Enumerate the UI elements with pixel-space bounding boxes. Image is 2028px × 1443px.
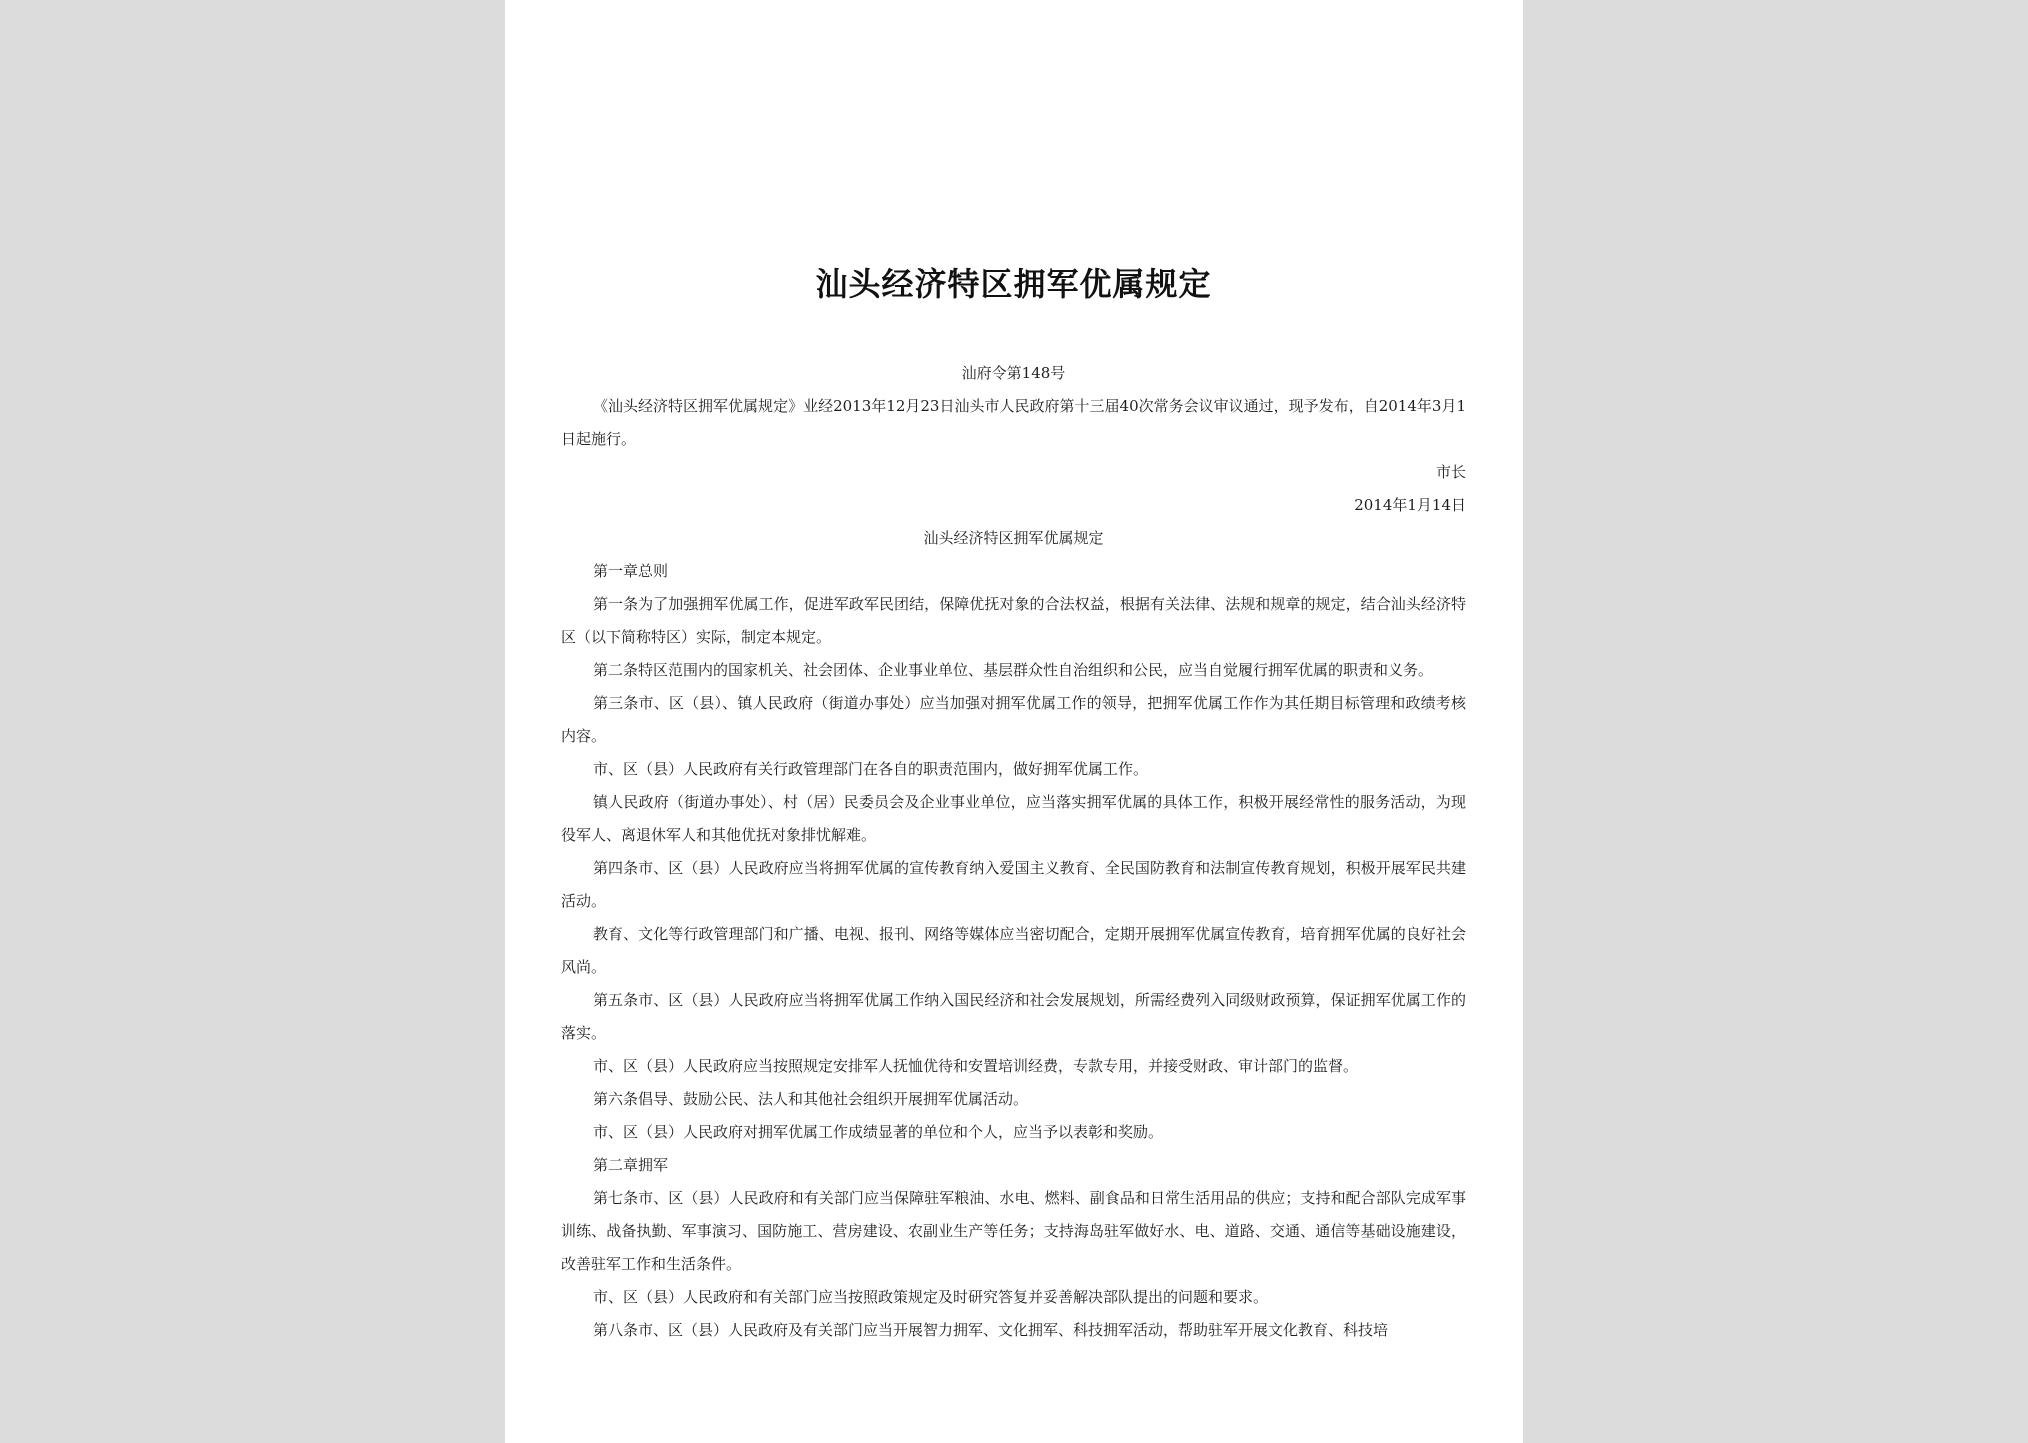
article-paragraph: 第四条市、区（县）人民政府应当将拥军优属的宣传教育纳入爱国主义教育、全民国防教育和法制宣传教育规划，积极开展军民共建活动。 — [561, 859, 1466, 910]
preamble: 《汕头经济特区拥军优属规定》业经2013年12月23日汕头市人民政府第十三届40次常务会议审议通过，现予发布，自2014年3月1日起施行。 — [561, 397, 1466, 448]
article-paragraph: 教育、文化等行政管理部门和广播、电视、报刊、网络等媒体应当密切配合，定期开展拥军优属宣传教育，培育拥军优属的良好社会风尚。 — [561, 925, 1466, 976]
document-page — [505, 0, 1523, 1443]
chapter-heading: 第一章总则 — [593, 562, 669, 580]
document-title: 汕头经济特区拥军优属规定 — [815, 265, 1212, 303]
article-paragraph: 第五条市、区（县）人民政府应当将拥军优属工作纳入国民经济和社会发展规划，所需经费列入同级财政预算，保证拥军优属工作的落实。 — [561, 991, 1466, 1042]
article-paragraph: 第三条市、区（县）、镇人民政府（街道办事处）应当加强对拥军优属工作的领导，把拥军优属工作作为其任期目标管理和政绩考核内容。 — [561, 694, 1466, 745]
signatory: 市长 — [1435, 463, 1466, 481]
article-paragraph: 市、区（县）人民政府应当按照规定安排军人抚恤优待和安置培训经费，专款专用，并接受财政、审计部门的监督。 — [593, 1057, 1359, 1075]
article-paragraph: 第七条市、区（县）人民政府和有关部门应当保障驻军粮油、水电、燃料、副食品和日常生活用品的供应；支持和配合部队完成军事训练、战备执勤、军事演习、国防施工、营房建设、农副业生产等任务；支持海岛驻军做好水、电、道路、交通、通信等基础设施建设，改善驻军工作和生活条件。 — [561, 1189, 1466, 1273]
article-paragraph: 市、区（县）人民政府有关行政管理部门在各自的职责范围内，做好拥军优属工作。 — [593, 760, 1149, 778]
order-number: 汕府令第148号 — [961, 364, 1066, 382]
article-paragraph: 镇人民政府（街道办事处）、村（居）民委员会及企业事业单位，应当落实拥军优属的具体工作，积极开展经常性的服务活动，为现役军人、离退休军人和其他优抚对象排忧解难。 — [561, 793, 1466, 844]
article-paragraph: 市、区（县）人民政府和有关部门应当按照政策规定及时研究答复并妥善解决部队提出的问题和要求。 — [593, 1288, 1269, 1306]
article-paragraph: 第八条市、区（县）人民政府及有关部门应当开展智力拥军、文化拥军、科技拥军活动，帮助驻军开展文化教育、科技培 — [593, 1321, 1389, 1339]
article-paragraph: 第一条为了加强拥军优属工作，促进军政军民团结，保障优抚对象的合法权益，根据有关法律、法规和规章的规定，结合汕头经济特区（以下简称特区）实际，制定本规定。 — [561, 595, 1466, 646]
issue-date: 2014年1月14日 — [1354, 496, 1466, 514]
document-body — [561, 357, 1466, 1347]
article-paragraph: 市、区（县）人民政府对拥军优属工作成绩显著的单位和个人，应当予以表彰和奖励。 — [593, 1123, 1164, 1141]
article-paragraph: 第六条倡导、鼓励公民、法人和其他社会组织开展拥军优属活动。 — [593, 1090, 1029, 1108]
article-paragraph: 第二条特区范围内的国家机关、社会团体、企业事业单位、基层群众性自治组织和公民，应当自觉履行拥军优属的职责和义务。 — [593, 661, 1434, 679]
regulation-subtitle: 汕头经济特区拥军优属规定 — [923, 529, 1104, 547]
chapter-heading: 第二章拥军 — [593, 1156, 669, 1174]
